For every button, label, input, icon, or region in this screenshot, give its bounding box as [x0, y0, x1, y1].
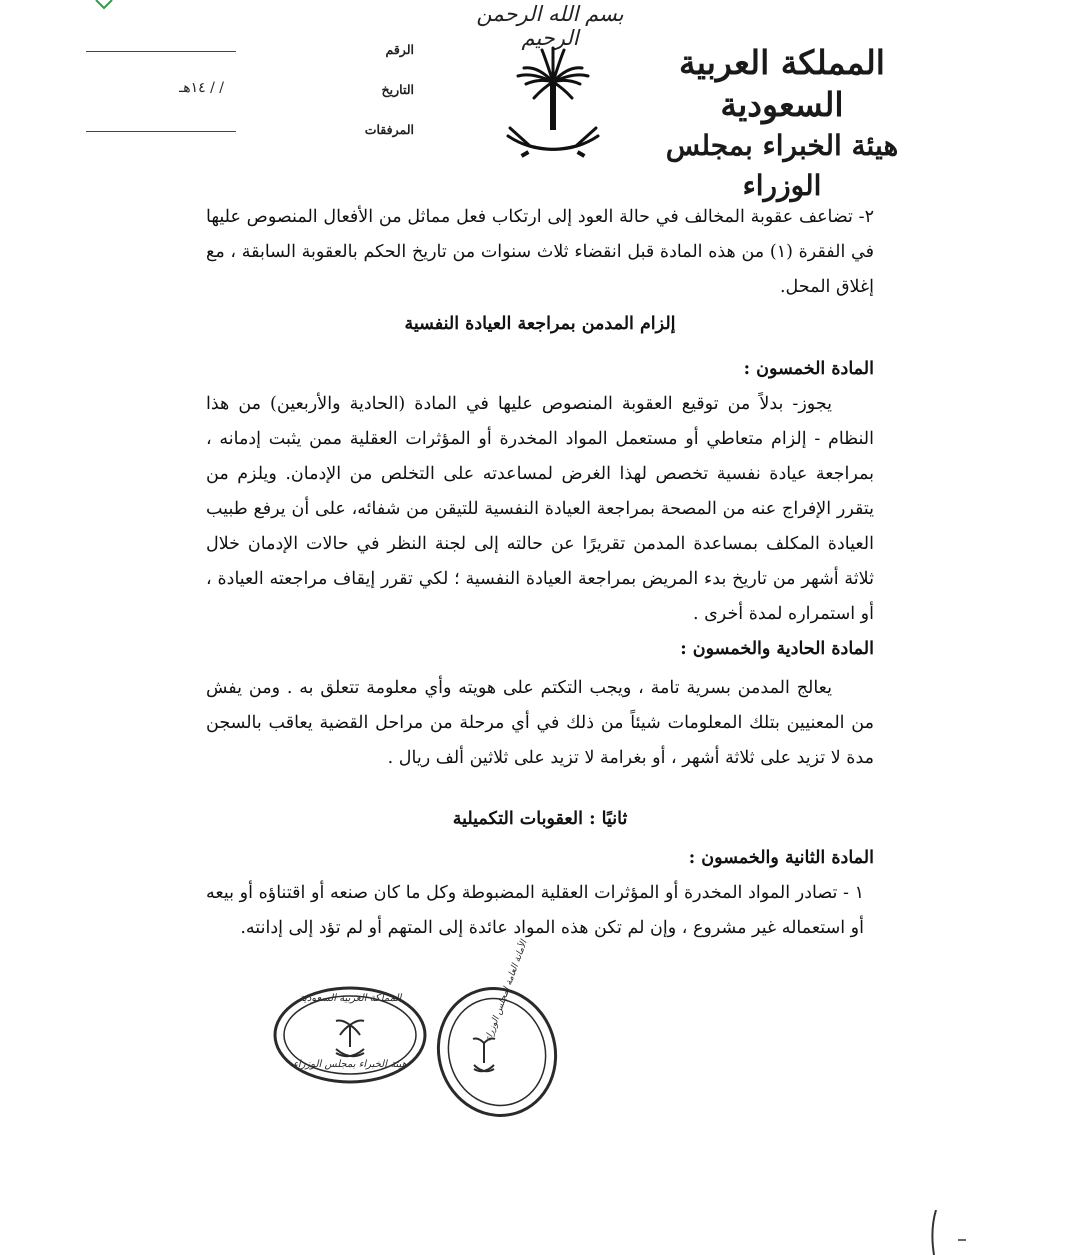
article-52-title: المادة الثانية والخمسون : [688, 848, 874, 868]
article-50-text: يجوز- بدلاً من توقيع العقوبة المنصوص عليها في المادة (الحادية والأربعين) من هذا النظام - إلزام متعاطي أو مستعمل المواد المخدرة أو المؤثرات العقلية ممن يثبت إدمانه ، بمراجعة عيادة نفسية تخصص لهذا الغرض لمساعدته على التخلص من الإدمان. ويلزم من يتقرر الإفراج عنه من المصحة بمراجعة العيادة النفسية للتيقن من شفائه، على أن يرفع طبيب العيادة المكلف بمساعدة المدمن تقريرًا عن حالته إلى لجنة النظر في حالات الإدمان خلال ثلاثة أشهر من تاريخ بدء المريض بمراجعة العيادة النفسية ؛ لكي تقرر إيقاف مراجعته العيادة ، أو استمراره لمدة أخرى . [206, 394, 874, 624]
attachments-line [86, 131, 236, 132]
basmala: بسم الله الرحمن الرحيم [476, 2, 624, 50]
stamp1-bottom-text: هيئة الخبراء بمجلس الوزراء [293, 1059, 407, 1070]
corner-mark-icon [94, 0, 114, 10]
reference-number-field [214, 42, 414, 57]
number-line [86, 51, 236, 52]
date-value: / / ١٤هـ [179, 80, 224, 96]
national-emblem-icon [498, 38, 608, 166]
authority-seal-stamp [272, 985, 428, 1085]
reference-date-field [179, 80, 414, 97]
stamp2-text: الأمانة العامة لمجلس الوزراء [483, 939, 530, 1043]
section-heading-supplementary-penalties: ثانيًا : العقوبات التكميلية [452, 809, 628, 829]
article-51-title: المادة الحادية والخمسون : [680, 639, 874, 659]
letterhead-authority [652, 42, 912, 206]
stamp1-top-text: المملكة العربية السعودية [298, 993, 402, 1004]
attachments-label: المرفقات [364, 122, 414, 137]
section-heading-addict-obligation: إلزام المدمن بمراجعة العيادة النفسية [404, 314, 676, 334]
page-edge-mark-icon [928, 1210, 968, 1255]
paragraph-article49-clause2: ٢- تضاعف عقوبة المخالف في حالة العود إلى ارتكاب فعل مماثل من الأفعال المنصوص عليها في الفقرة (١) من هذه المادة قبل انقضاء ثلاث سنوات من تاريخ الحكم بالعقوبة السابقة ، مع إغلاق المحل. [206, 207, 875, 297]
reference-attachments-field [214, 122, 414, 137]
number-label: الرقم [385, 42, 414, 57]
general-secretariat-stamp [436, 939, 558, 1119]
article-52-clause1: ١ - تصادر المواد المخدرة أو المؤثرات العقلية المضبوطة وكل ما كان صنعه أو اقتناؤه أو بيعه أو استعماله غير مشروع ، وإن لم تكن هذه المواد عائدة إلى المتهم أو لم تؤد إلى إدانته. [206, 883, 864, 938]
article-51-text: يعالج المدمن بسرية تامة ، ويجب التكتم على هويته وأي معلومة تتعلق به . ومن يفش من المعنيين بتلك المعلومات شيئاً من ذلك في أي مرحلة من مراحل القضية يعاقب بالسجن مدة لا تزيد على ثلاثة أشهر ، أو بغرامة لا تزيد على ثلاثين ألف ريال . [206, 678, 874, 768]
authority-name: هيئة الخبراء بمجلس الوزراء [665, 129, 899, 202]
date-label: التاريخ [381, 82, 414, 97]
country-name: المملكة العربية السعودية [679, 43, 885, 124]
article-50-title: المادة الخمسون : [743, 359, 874, 379]
document-body [206, 200, 874, 946]
